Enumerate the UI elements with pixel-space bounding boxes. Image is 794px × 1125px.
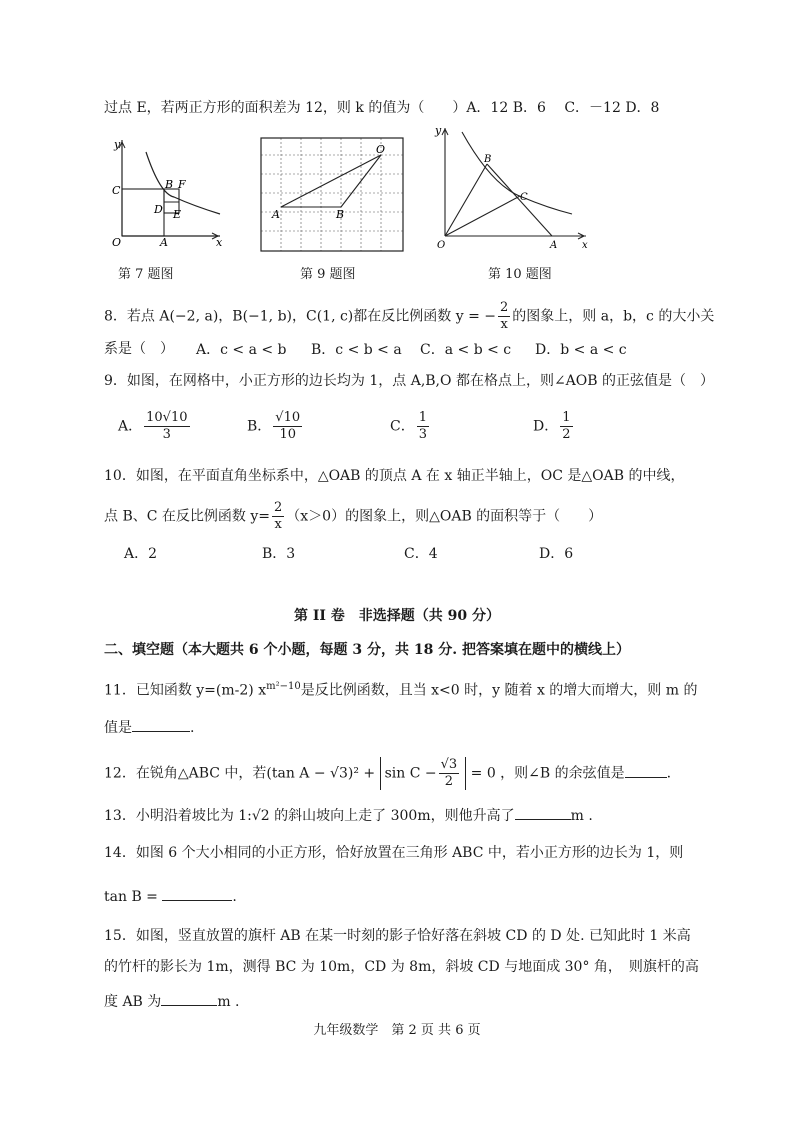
q9-option-d: [533, 410, 575, 443]
q14-line2-pre: tan B =: [104, 889, 158, 905]
fig10-a-label: A: [550, 240, 558, 251]
q13-line: [104, 805, 593, 826]
q11-line2: [104, 717, 194, 738]
q9-option-b: [247, 410, 304, 443]
q11-line1: [104, 677, 697, 701]
q9-option-c: [390, 410, 431, 443]
q8-option-a: A．c < a < b: [196, 342, 287, 358]
fig10-b-label: B: [484, 154, 492, 165]
q8-frac-num: 2: [500, 300, 509, 315]
fig9-a-label: A: [272, 208, 280, 221]
q12-abs-text: sin C −: [384, 765, 437, 782]
q10-line1: 10．如图，在平面直角坐标系中，△OAB 的顶点 A 在 x 轴正半轴上，OC 是△OAB 的中线，: [104, 468, 685, 484]
q8-frac-den: x: [500, 317, 508, 332]
q9-c-den: 3: [418, 427, 427, 442]
q9-d-den: 2: [562, 427, 571, 442]
q14-end: .: [232, 889, 237, 905]
q12-line: [104, 757, 671, 790]
q8-fraction: [498, 300, 510, 333]
fig7-o-label: O: [112, 236, 122, 249]
q11-end: .: [190, 720, 195, 736]
q10-line2-pre: 点 B、C 在反比例函数 y=: [104, 508, 270, 525]
q9-option-d-frac: [560, 410, 572, 443]
q12-fraction: [439, 757, 460, 790]
q9-a-den: 3: [162, 427, 171, 442]
fig7-f-label: F: [178, 178, 186, 191]
q15-line3-pre: 度 AB 为: [104, 994, 162, 1010]
q9-a-num: 10√10: [146, 410, 188, 425]
fig7-e-label: E: [173, 208, 182, 221]
q14-answer-blank[interactable]: [162, 886, 232, 901]
q9-option-a-frac: [144, 410, 189, 443]
q8-option-d: D．b < a < c: [535, 342, 627, 358]
q9-option-d-label: D．: [533, 418, 559, 435]
q10-frac-num: 2: [274, 500, 283, 515]
q9-b-den: 10: [279, 427, 296, 442]
q15-end: m .: [217, 994, 240, 1010]
fig9-o-label: O: [376, 143, 386, 156]
q8-text-pre: 8．若点 A(−2, a)，B(−1, b)，C(1, c)都在反比例函数 y = −: [104, 308, 496, 325]
figure-q7: [108, 134, 228, 249]
q9-b-num: √10: [275, 410, 301, 425]
q9-d-num: 1: [562, 410, 571, 425]
figure-q9: [258, 136, 406, 254]
fig7-y-label: y: [114, 138, 121, 151]
q14-line2: [104, 886, 237, 907]
q9-option-a: [118, 410, 192, 443]
q10-option-a: A．2: [124, 546, 158, 562]
q15-answer-blank[interactable]: [161, 991, 217, 1006]
q10-line2: [104, 500, 602, 533]
q12-answer-blank[interactable]: [625, 763, 667, 778]
q9-c-num: 1: [418, 410, 427, 425]
q9-text: 9．如图，在网格中，小正方形的边长均为 1，点 A,B,O 都在格点上，则∠AOB 的正弦值是（ ）: [104, 373, 714, 389]
fig7-caption: 第 7 题图: [118, 267, 174, 282]
q10-option-c: C．4: [404, 546, 438, 562]
q11-exponent: m²−10: [266, 681, 301, 692]
q7-text: 过点 E，若两正方形的面积差为 12，则 k 的值为（ ）A．12 B．6 C．－12 D．8: [104, 100, 660, 116]
q11-line2-text: 值是: [104, 720, 132, 736]
q12-post: = 0 ，则∠B 的余弦值是: [470, 765, 625, 782]
q9-option-c-frac: [417, 410, 429, 443]
q13-pre: 13．小明沿着坡比为 1:√2 的斜山坡向上走了 300m，则他升高了: [104, 808, 515, 824]
figure-q10: [432, 124, 592, 254]
q10-option-d: D．6: [539, 546, 574, 562]
q12-frac-den: 2: [444, 774, 454, 789]
fig9-caption: 第 9 题图: [300, 267, 356, 282]
q10-fraction: [272, 500, 284, 533]
fig10-c-label: C: [520, 192, 528, 203]
fig7-c-label: C: [112, 184, 121, 197]
fig10-caption: 第 10 题图: [488, 267, 552, 282]
q9-option-b-label: B．: [247, 418, 272, 435]
fig7-b-label: B: [165, 178, 174, 191]
q10-option-b: B．3: [262, 546, 296, 562]
q10-line2-post: （x＞0）的图象上，则△OAB 的面积等于（ ）: [286, 508, 603, 525]
fig7-x-label: x: [216, 236, 223, 249]
q12-pre: 12．在锐角△ABC 中，若(tan A − √3)² +: [104, 765, 376, 782]
section2-heading: 二、填空题（本大题共 6 个小题，每题 3 分，共 18 分. 把答案填在题中的横线上）: [104, 642, 630, 658]
q15-line2: 的竹杆的影长为 1m，测得 BC 为 10m，CD 为 8m，斜坡 CD 与地面成 30° 角， 则旗杆的高: [104, 959, 699, 975]
q11-pre: 11．已知函数 y=(m-2) x: [104, 682, 267, 699]
q13-end: m .: [570, 808, 593, 824]
q12-frac-num: √3: [440, 757, 458, 772]
fig7-a-label: A: [160, 236, 168, 249]
q11-post: 是反比例函数，且当 x<0 时，y 随着 x 的增大而增大，则 m 的: [300, 682, 698, 699]
section2-title: 第 II 卷 非选择题（共 90 分）: [293, 608, 501, 624]
fig10-x-label: x: [582, 240, 588, 251]
fig10-y-label: y: [435, 124, 442, 137]
q14-line1: 14．如图 6 个大小相同的小正方形，恰好放置在三角形 ABC 中，若小正方形的边长为 1，则: [104, 845, 684, 861]
q11-answer-blank[interactable]: [132, 717, 190, 732]
page-footer: 九年级数学 第 2 页 共 6 页: [313, 1023, 481, 1038]
q9-option-b-frac: [273, 410, 302, 443]
q8-option-c: C．a < b < c: [420, 342, 512, 358]
q9-option-c-label: C．: [390, 418, 415, 435]
fig9-b-label: B: [336, 208, 345, 221]
fig7-d-label: D: [154, 203, 163, 216]
q8-text-post: 的图象上，则 a，b，c 的大小关: [512, 308, 715, 325]
q12-absolute-value: [380, 757, 467, 790]
q15-line3: [104, 991, 240, 1012]
q8-line2: 系是（ ）: [104, 341, 174, 357]
q9-option-a-label: A．: [118, 418, 143, 435]
q8-line1: [104, 300, 714, 333]
q12-end: .: [666, 765, 672, 782]
fig10-o-label: O: [437, 240, 446, 251]
q8-option-b: B．c < b < a: [311, 342, 402, 358]
q13-answer-blank[interactable]: [515, 805, 571, 820]
q15-line1: 15．如图，竖直放置的旗杆 AB 在某一时刻的影子恰好落在斜坡 CD 的 D 处. 已知此时 1 米高: [104, 928, 691, 944]
q10-frac-den: x: [274, 517, 282, 532]
